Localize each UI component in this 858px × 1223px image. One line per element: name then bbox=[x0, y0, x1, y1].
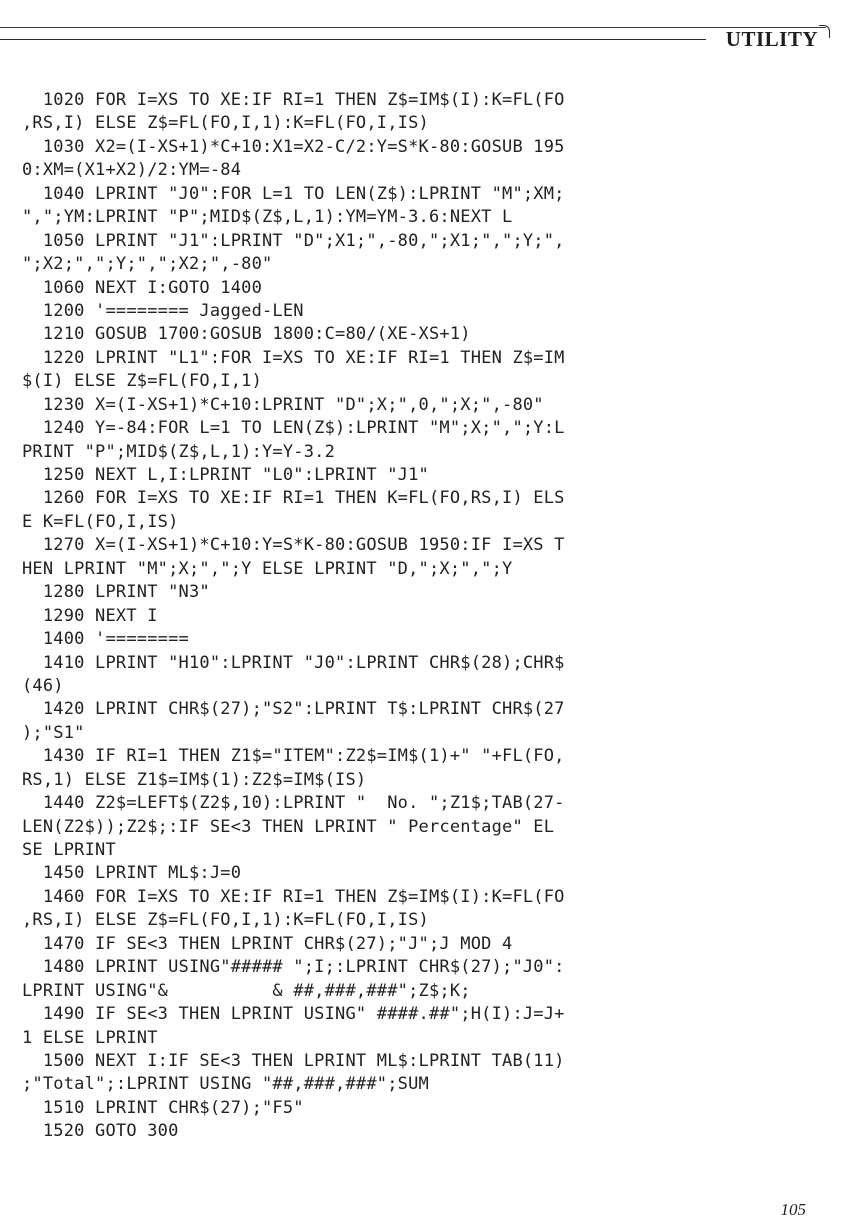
code-line: SE LPRINT bbox=[22, 840, 116, 860]
code-line: E K=FL(FO,I,IS) bbox=[22, 511, 179, 532]
code-line: 1500 NEXT I:IF SE<3 THEN LPRINT ML$:LPRINT TAB(11) bbox=[22, 1050, 565, 1071]
code-line: 1410 LPRINT "H10":LPRINT "J0":LPRINT CHR$(28);CHR$ bbox=[22, 652, 565, 673]
code-line: 1270 X=(I-XS+1)*C+10:Y=S*K-80:GOSUB 1950:IF I=XS T bbox=[22, 535, 565, 556]
corner-mark bbox=[819, 25, 830, 38]
code-line: LEN(Z2$));Z2$;:IF SE<3 THEN LPRINT " Percentage" EL bbox=[22, 816, 555, 837]
code-line: 1490 IF SE<3 THEN LPRINT USING" ####.##";H(I):J=J+ bbox=[22, 1004, 565, 1025]
code-line: );"S1" bbox=[22, 722, 85, 743]
code-line: 1060 NEXT I:GOTO 1400 bbox=[22, 277, 263, 298]
code-line: RS,1) ELSE Z1$=IM$(1):Z2$=IM$(IS) bbox=[22, 769, 367, 790]
code-line: ";X2;",";Y;",";X2;",-80" bbox=[22, 254, 273, 275]
code-line: 1420 LPRINT CHR$(27);"S2":LPRINT T$:LPRINT CHR$(27 bbox=[22, 699, 565, 720]
code-line: 1 ELSE LPRINT bbox=[22, 1027, 158, 1048]
code-line: 0:XM=(X1+X2)/2:YM=-84 bbox=[22, 160, 242, 181]
code-line: 1440 Z2$=LEFT$(Z2$,10):LPRINT " No. ";Z1$;TAB(27- bbox=[22, 793, 565, 814]
code-line: 1030 X2=(I-XS+1)*C+10:X1=X2-C/2:Y=S*K-80:GOSUB 195 bbox=[22, 136, 565, 157]
code-line: PRINT "P";MID$(Z$,L,1):Y=Y-3.2 bbox=[22, 441, 336, 462]
code-line: 1250 NEXT L,I:LPRINT "L0":LPRINT "J1" bbox=[22, 465, 429, 485]
code-line: 1520 GOTO 300 bbox=[22, 1121, 179, 1142]
code-line: 1260 FOR I=XS TO XE:IF RI=1 THEN K=FL(FO,RS,I) ELS bbox=[22, 488, 565, 509]
page-number: 105 bbox=[780, 1200, 806, 1219]
code-line: $(I) ELSE Z$=FL(FO,I,1) bbox=[22, 371, 263, 392]
code-line: 1510 LPRINT CHR$(27);"F5" bbox=[22, 1097, 304, 1118]
code-line: 1200 '======== Jagged-LEN bbox=[22, 300, 304, 321]
code-line: 1480 LPRINT USING"##### ";I;:LPRINT CHR$(27);"J0": bbox=[22, 957, 565, 978]
code-line: 1050 LPRINT "J1":LPRINT "D";X1;",-80,";X1;",";Y;", bbox=[22, 230, 565, 251]
code-line: 1210 GOSUB 1700:GOSUB 1800:C=80/(XE-XS+1) bbox=[22, 324, 471, 345]
code-line: ,RS,I) ELSE Z$=FL(FO,I,1):K=FL(FO,I,IS) bbox=[22, 113, 429, 134]
code-line: 1040 LPRINT "J0":FOR L=1 TO LEN(Z$):LPRINT "M";XM; bbox=[22, 183, 565, 204]
code-line: 1280 LPRINT "N3" bbox=[22, 582, 210, 603]
header-rule bbox=[0, 39, 706, 40]
code-line: 1430 IF RI=1 THEN Z1$="ITEM":Z2$=IM$(1)+" "+FL(FO, bbox=[22, 746, 565, 767]
running-head: UTILITY bbox=[725, 27, 818, 51]
code-line: 1230 X=(I-XS+1)*C+10:LPRINT "D";X;",0,";X;",-80" bbox=[22, 394, 544, 415]
code-line: 1460 FOR I=XS TO XE:IF RI=1 THEN Z$=IM$(I):K=FL(FO bbox=[22, 886, 565, 907]
code-line: ;"Total";:LPRINT USING "##,###,###";SUM bbox=[22, 1074, 429, 1095]
code-line: HEN LPRINT "M";X;",";Y ELSE LPRINT "D,";X;",";Y bbox=[22, 558, 513, 579]
code-line: 1470 IF SE<3 THEN LPRINT CHR$(27);"J";J MOD 4 bbox=[22, 933, 513, 954]
basic-code-listing bbox=[22, 89, 812, 1144]
code-line: ",";YM:LPRINT "P";MID$(Z$,L,1):YM=YM-3.6:NEXT L bbox=[22, 207, 513, 228]
code-line: 1450 LPRINT ML$:J=0 bbox=[22, 863, 242, 884]
code-line: (46) bbox=[22, 675, 64, 696]
code-line: 1020 FOR I=XS TO XE:IF RI=1 THEN Z$=IM$(I):K=FL(FO bbox=[22, 90, 565, 110]
header-rule-top bbox=[0, 27, 826, 28]
code-line: 1400 '======== bbox=[22, 629, 189, 650]
code-line: 1290 NEXT I bbox=[22, 605, 158, 626]
code-line: ,RS,I) ELSE Z$=FL(FO,I,1):K=FL(FO,I,IS) bbox=[22, 910, 429, 931]
code-line: 1240 Y=-84:FOR L=1 TO LEN(Z$):LPRINT "M";X;",";Y:L bbox=[22, 418, 565, 439]
code-line: 1220 LPRINT "L1":FOR I=XS TO XE:IF RI=1 THEN Z$=IM bbox=[22, 347, 565, 368]
code-line: LPRINT USING"& & ##,###,###";Z$;K; bbox=[22, 980, 471, 1001]
